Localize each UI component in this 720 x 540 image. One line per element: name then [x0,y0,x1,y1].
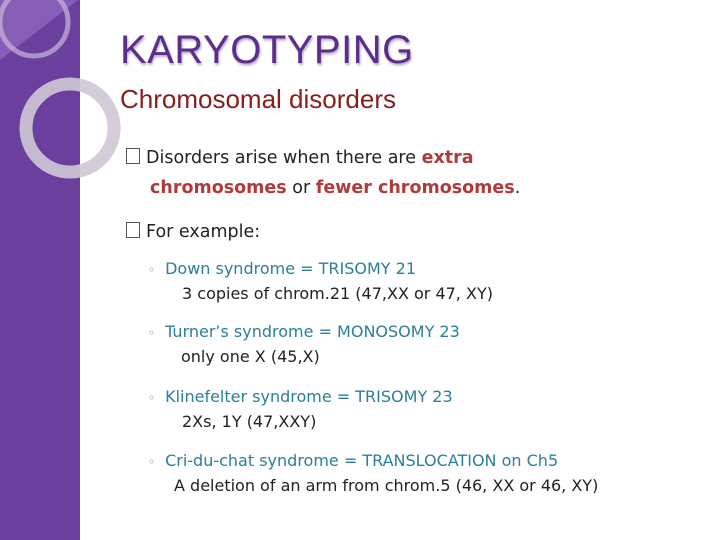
example-heading: Turner’s syndrome = MONOSOMY 23 [165,322,460,341]
example-item [148,451,598,495]
example-heading: Cri-du-chat syndrome = TRANSLOCATION on Ch5 [165,451,559,470]
circle-bullet-icon: ◦ [148,391,156,405]
bullet-text: For example: [146,222,261,242]
example-item [148,322,460,366]
page-subtitle: Chromosomal disorders [120,84,396,114]
bullet-box-icon [126,222,140,238]
circle-bullet-icon: ◦ [148,263,156,277]
circle-bullet-icon: ◦ [148,455,156,469]
example-item [148,387,453,431]
example-heading: Klinefelter syndrome = TRISOMY 23 [165,387,453,406]
bullet-text: Disorders arise when there are [146,148,422,168]
page-title: KARYOTYPING [120,28,414,72]
bullet-or: or [286,178,316,198]
ring-decoration-icon [0,0,140,200]
bullet-disorders [126,148,520,198]
example-detail: A deletion of an arm from chrom.5 (46, XX or 46, XY) [174,476,599,495]
bullet-for-example [126,222,260,242]
example-detail: only one X (45,X) [181,347,320,366]
circle-bullet-icon: ◦ [148,326,156,340]
example-detail: 3 copies of chrom.21 (47,XX or 47, XY) [182,284,493,303]
example-item [148,259,493,303]
highlight-extra: extra [421,148,474,168]
bullet-box-icon [126,148,140,164]
example-heading: Down syndrome = TRISOMY 21 [165,259,417,278]
bullet-end: . [514,178,521,198]
highlight-fewer: fewer chromosomes [315,178,515,198]
highlight-chromosomes: chromosomes [150,178,287,198]
example-detail: 2Xs, 1Y (47,XXY) [182,412,317,431]
